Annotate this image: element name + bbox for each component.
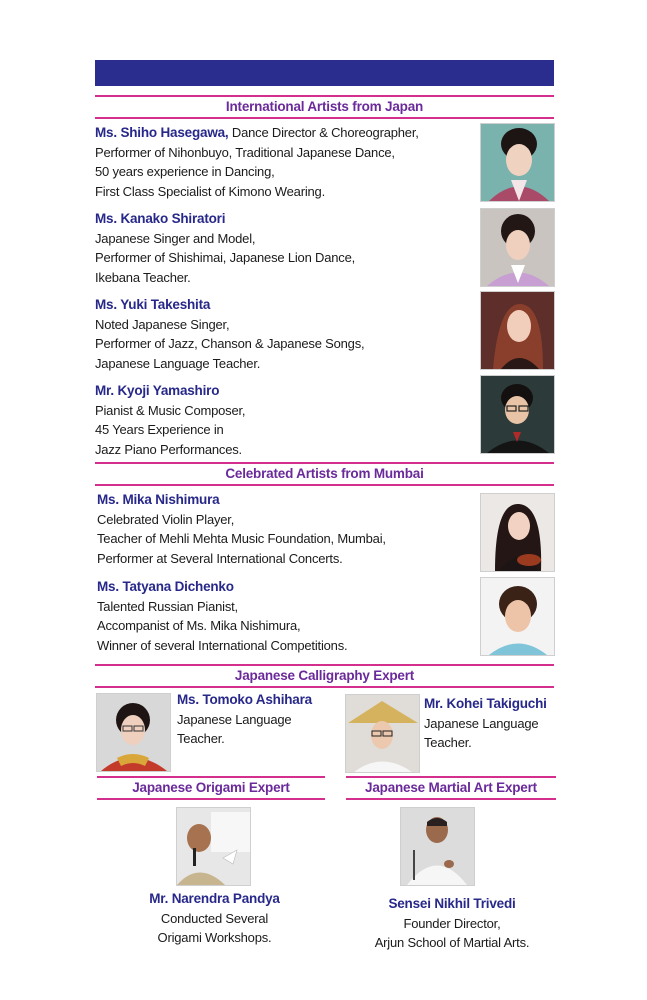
expert-name: Sensei Nikhil Trivedi — [388, 896, 516, 911]
artist-entry — [97, 490, 477, 568]
artist-detail: First Class Specialist of Kimono Wearing. — [95, 183, 325, 199]
artist-detail: Japanese Singer and Model, — [95, 230, 256, 246]
section-heading-japan: International Artists from Japan — [95, 95, 554, 119]
expert-detail: Teacher. — [424, 735, 472, 750]
expert-photo — [401, 808, 474, 885]
artist-name: Mr. Kyoji Yamashiro — [95, 383, 220, 398]
artist-detail: Celebrated Violin Player, — [97, 511, 235, 527]
expert-detail: Japanese Language — [424, 715, 539, 731]
artist-detail: Winner of several International Competitions. — [97, 637, 348, 653]
artist-entry — [97, 577, 477, 655]
artist-name: Ms. Shiho Hasegawa, — [95, 125, 229, 140]
artist-role: Dance Director & Choreographer, — [228, 125, 419, 140]
section-heading-martial-art: Japanese Martial Art Expert — [346, 776, 556, 800]
artist-detail: Accompanist of Ms. Mika Nishimura, — [97, 618, 301, 633]
artist-detail: Performer at Several International Concerts. — [97, 550, 343, 566]
artist-entry — [95, 295, 475, 373]
section-heading-mumbai: Celebrated Artists from Mumbai — [95, 462, 554, 486]
artist-detail: Performer of Shishimai, Japanese Lion Dance, — [95, 250, 356, 265]
artist-detail: Jazz Piano Performances. — [95, 441, 242, 457]
artist-name: Ms. Tatyana Dichenko — [97, 579, 234, 594]
artist-detail: Pianist & Music Composer, — [95, 402, 246, 418]
expert-entry — [177, 690, 337, 749]
expert-entry — [346, 894, 558, 953]
artist-detail: Ikebana Teacher. — [95, 269, 191, 285]
artist-name: Ms. Kanako Shiratori — [95, 211, 226, 226]
expert-detail: Japanese Language — [177, 711, 292, 727]
artist-detail: Teacher of Mehli Mehta Music Foundation, Mumbai, — [97, 531, 386, 546]
artist-name: Ms. Yuki Takeshita — [95, 297, 211, 312]
expert-photo — [346, 695, 419, 772]
artist-detail: 50 years experience in Dancing, — [95, 164, 275, 179]
artist-detail: Noted Japanese Singer, — [95, 316, 230, 332]
expert-name: Mr. Kohei Takiguchi — [424, 696, 547, 711]
artist-photo — [481, 124, 554, 201]
expert-detail: Teacher. — [177, 731, 225, 746]
artist-detail: Talented Russian Pianist, — [97, 598, 238, 614]
artist-entry — [95, 209, 475, 287]
artist-photo — [481, 209, 554, 286]
top-banner — [95, 60, 554, 86]
artist-detail: Performer of Jazz, Chanson & Japanese Songs, — [95, 336, 365, 351]
expert-entry — [97, 889, 332, 948]
expert-entry — [424, 694, 564, 753]
section-heading-calligraphy: Japanese Calligraphy Expert — [95, 664, 554, 688]
artist-photo — [481, 494, 554, 571]
artist-entry — [95, 123, 475, 201]
artist-detail: 45 Years Experience in — [95, 422, 224, 437]
artist-photo — [481, 376, 554, 453]
section-heading-origami: Japanese Origami Expert — [97, 776, 325, 800]
artist-photo — [481, 578, 554, 655]
expert-detail: Origami Workshops. — [157, 930, 272, 945]
expert-photo — [97, 694, 170, 771]
expert-detail: Arjun School of Martial Arts. — [374, 935, 530, 950]
artist-photo — [481, 292, 554, 369]
expert-name: Mr. Narendra Pandya — [149, 891, 280, 906]
expert-detail: Founder Director, — [403, 915, 501, 931]
expert-detail: Conducted Several — [160, 910, 269, 926]
artist-detail: Japanese Language Teacher. — [95, 355, 261, 371]
artist-detail: Performer of Nihonbuyo, Traditional Japanese Dance, — [95, 144, 395, 160]
expert-name: Ms. Tomoko Ashihara — [177, 692, 312, 707]
artist-entry — [95, 381, 475, 459]
artist-name: Ms. Mika Nishimura — [97, 492, 220, 507]
expert-photo — [177, 808, 250, 885]
